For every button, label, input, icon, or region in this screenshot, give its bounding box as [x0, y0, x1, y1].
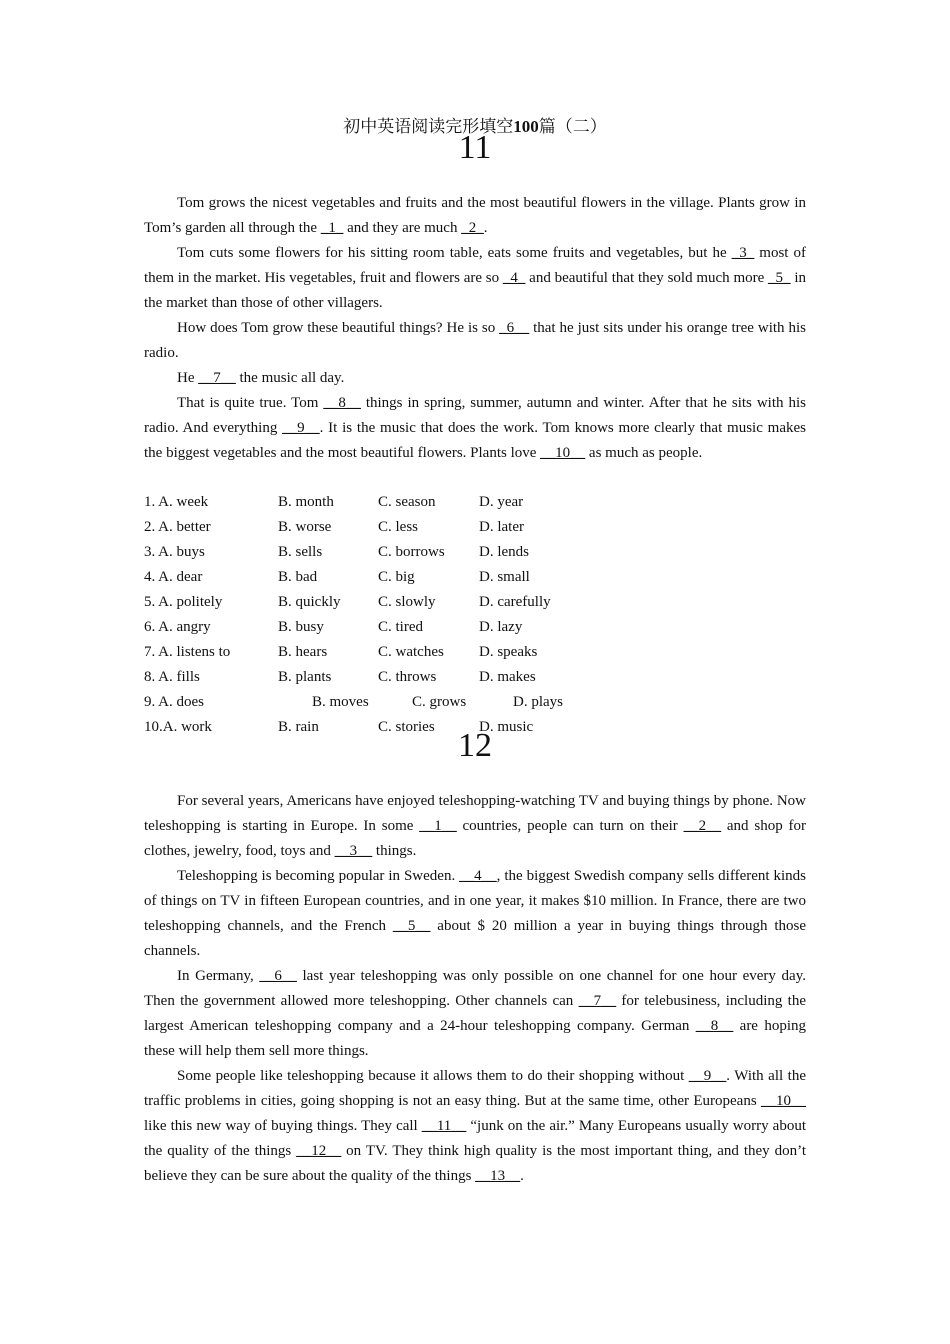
blank: __9__ [282, 420, 320, 436]
paragraph-text: , the biggest Swedish company sells different kinds of things on TV in fifteen European countries, and in one year, it makes $10 million. In France, there are two teleshopping channels, and the French [144, 868, 806, 934]
blank: __9__ [688, 1068, 727, 1084]
blank: _6__ [499, 320, 530, 336]
option-b: B. month [278, 494, 334, 510]
option-question: 1. A. week [144, 494, 209, 510]
blank: __7__ [198, 370, 236, 386]
option-question: 5. A. politely [144, 594, 223, 610]
paragraph-text: . [483, 220, 488, 236]
paragraph-text: for telebusiness, including the largest American teleshopping company and a 24-hour teleshopping company. German [144, 993, 807, 1034]
paragraph-text: and shop for clothes, jewelry, food, toys and [144, 818, 806, 859]
paragraph-text: like this new way of buying things. They call [144, 1118, 422, 1134]
section-number-11: 11 [458, 129, 492, 166]
section-number-12: 12 [458, 727, 492, 764]
blank: __13__ [475, 1168, 521, 1184]
blank: _3_ [731, 245, 755, 261]
option-row [144, 490, 806, 515]
blank: __4__ [459, 868, 497, 884]
blank: __10__ [761, 1093, 806, 1109]
blank: __11__ [421, 1118, 467, 1134]
paragraph-text: Some people like teleshopping because it allows them to do their shopping without [177, 1068, 689, 1084]
option-question: 2. A. better [144, 519, 211, 535]
blank: _2_ [461, 220, 484, 236]
blank: __6__ [259, 968, 297, 984]
option-d: D. plays [513, 694, 563, 710]
paragraph [144, 316, 806, 366]
option-c: C. tired [378, 619, 423, 635]
paragraph-text: and they are much [343, 220, 462, 236]
option-d: D. later [479, 519, 524, 535]
paragraph-text: . With all the traffic problems in cities, going shopping is not an easy thing. But at the same time, other Europeans [144, 1068, 806, 1109]
option-b: B. hears [278, 644, 328, 660]
option-d: D. year [479, 494, 524, 510]
option-question: 9. A. does [144, 694, 204, 710]
blank: __5__ [392, 918, 431, 934]
paragraph-text: things in spring, summer, autumn and winter. After that he sits with his radio. And everything [144, 395, 806, 436]
paragraph-text: on TV. They think high quality is the most important thing, and they don’t believe they can be sure about the quality of the things [144, 1143, 806, 1184]
paragraph-text: in the market than those of other villagers. [144, 270, 806, 311]
option-row [144, 615, 806, 640]
paragraph [144, 1064, 806, 1189]
option-d: D. music [479, 719, 534, 735]
paragraph-text: In Germany, [177, 968, 260, 984]
option-row [144, 540, 806, 565]
paragraph-text: most of them in the market. His vegetables, fruit and flowers are so [144, 245, 806, 286]
paragraph-text: things. [372, 843, 417, 859]
option-question: 10.A. work [144, 719, 212, 735]
option-row [144, 565, 806, 590]
blank: __7__ [578, 993, 617, 1009]
option-c: C. less [378, 519, 419, 535]
option-c: C. season [378, 494, 436, 510]
title-num: 100 [513, 117, 539, 136]
option-b: B. rain [278, 719, 319, 735]
blank: __8__ [323, 395, 361, 411]
paragraph [144, 191, 806, 241]
option-b: B. bad [278, 569, 318, 585]
blank: _1_ [320, 220, 344, 236]
title-post: 篇（二） [538, 117, 607, 136]
paragraph [144, 864, 806, 964]
option-c: C. watches [378, 644, 444, 660]
paragraph-text: How does Tom grow these beautiful things? He is so [177, 320, 500, 336]
option-question: 8. A. fills [144, 669, 200, 685]
paragraph-text: countries, people can turn on their [456, 818, 684, 834]
paragraph-text: Teleshopping is becoming popular in Sweden. [177, 868, 460, 884]
option-d: D. makes [479, 669, 536, 685]
paragraph-text: and beautiful that they sold much more [525, 270, 769, 286]
option-c: C. borrows [378, 544, 445, 560]
paragraph-text: That is quite true. Tom [177, 395, 324, 411]
blank: _5_ [768, 270, 791, 286]
blank: __8__ [695, 1018, 734, 1034]
blank: _4_ [502, 270, 526, 286]
option-c: C. slowly [378, 594, 436, 610]
paragraph-text: that he just sits under his orange tree with his radio. [144, 320, 806, 361]
paragraph-text: He [177, 370, 199, 386]
paragraph-text: the music all day. [235, 370, 345, 386]
paragraph-text: as much as people. [585, 445, 703, 461]
option-question: 4. A. dear [144, 569, 203, 585]
option-row [144, 640, 806, 665]
paragraph-text: last year teleshopping was only possible on one channel for one hour every day. Then the government allowed more teleshopping. Other channels can [144, 968, 806, 1009]
option-c: C. grows [412, 694, 467, 710]
paragraph [144, 391, 806, 466]
option-d: D. lazy [479, 619, 523, 635]
option-d: D. speaks [479, 644, 538, 660]
option-b: B. plants [278, 669, 332, 685]
option-row [144, 665, 806, 690]
paragraph-text: Tom cuts some flowers for his sitting room table, eats some fruits and vegetables, but he [177, 245, 732, 261]
passage-section-12 [144, 789, 806, 1189]
option-b: B. busy [278, 619, 324, 635]
option-c: C. big [378, 569, 415, 585]
option-d: D. small [479, 569, 530, 585]
paragraph-text: Tom grows the nicest vegetables and fruits and the most beautiful flowers in the village. Plants grow in Tom’s garden all through the [144, 195, 806, 236]
blank: __2__ [683, 818, 722, 834]
option-question: 6. A. angry [144, 619, 211, 635]
paragraph-text: . It is the music that does the work. Tom knows more clearly that music makes the biggest vegetables and the most beautiful flowers. Plants love [144, 420, 806, 461]
blank: __10__ [540, 445, 586, 461]
blank: __1__ [419, 818, 457, 834]
option-b: B. moves [312, 694, 369, 710]
paragraph-text: “junk on the air.” Many Europeans usually worry about the quality of the things [144, 1118, 806, 1159]
option-c: C. throws [378, 669, 437, 685]
option-row [144, 515, 806, 540]
options-section-11 [144, 490, 806, 740]
option-c: C. stories [378, 719, 435, 735]
paragraph-text: For several years, Americans have enjoyed teleshopping-watching TV and buying things by phone. Now teleshopping is starting in Europe. In some [144, 793, 806, 834]
title-pre: 初中英语阅读完形填空 [343, 117, 514, 136]
paragraph-text: about $ 20 million a year in buying things through those channels. [144, 918, 806, 959]
option-b: B. sells [278, 544, 323, 560]
paragraph-text: . [520, 1168, 524, 1184]
blank: __3__ [334, 843, 373, 859]
paragraph [144, 241, 806, 316]
option-d: D. carefully [479, 594, 551, 610]
paragraph [144, 964, 806, 1064]
blank: __12__ [296, 1143, 342, 1159]
paragraph [144, 789, 806, 864]
option-d: D. lends [479, 544, 529, 560]
option-row [144, 690, 806, 715]
option-b: B. worse [278, 519, 332, 535]
option-b: B. quickly [278, 594, 341, 610]
passage-section-11 [144, 191, 806, 466]
paragraph-text: are hoping these will help them sell more things. [144, 1018, 806, 1059]
option-row [144, 590, 806, 615]
option-question: 7. A. listens to [144, 644, 231, 660]
paragraph [144, 366, 806, 391]
option-question: 3. A. buys [144, 544, 205, 560]
